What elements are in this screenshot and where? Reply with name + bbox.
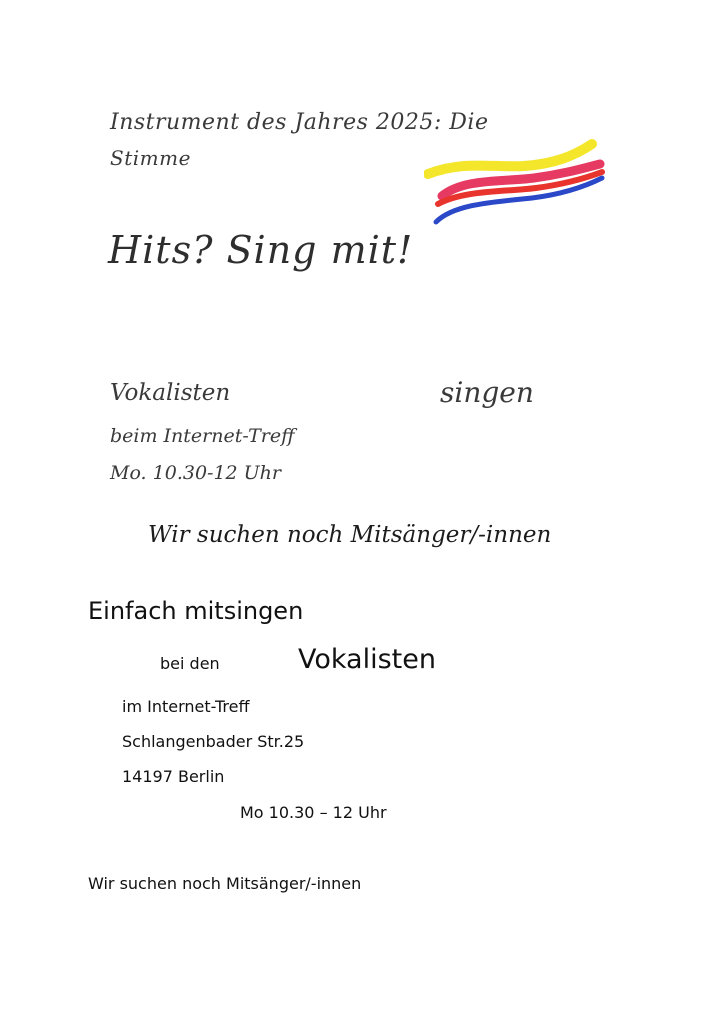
typed-search-call: Wir suchen noch Mitsänger/-innen: [88, 874, 362, 893]
handwritten-singen: singen: [440, 376, 534, 409]
handwritten-search-call: Wir suchen noch Mitsänger/-innen: [148, 522, 552, 548]
header-line-stimme: Stimme: [110, 146, 191, 170]
typed-internet-treff: im Internet-Treff: [122, 697, 250, 716]
handwritten-location: beim Internet-Treff: [110, 425, 295, 447]
handwritten-time: Mo. 10.30-12 Uhr: [110, 462, 281, 484]
typed-time: Mo 10.30 – 12 Uhr: [240, 803, 387, 822]
typed-bei-den: bei den: [160, 654, 220, 673]
typed-city: 14197 Berlin: [122, 767, 225, 786]
handwritten-vokalisten: Vokalisten: [110, 380, 231, 406]
typed-vokalisten: Vokalisten: [298, 644, 436, 675]
typed-street-address: Schlangenbader Str.25: [122, 732, 305, 751]
headline: Hits? Sing mit!: [108, 228, 414, 272]
header-line-instrument: Instrument des Jahres 2025: Die: [110, 110, 489, 135]
crayon-wave-stripes-icon: [424, 138, 606, 228]
typed-einfach-mitsingen: Einfach mitsingen: [88, 597, 304, 625]
